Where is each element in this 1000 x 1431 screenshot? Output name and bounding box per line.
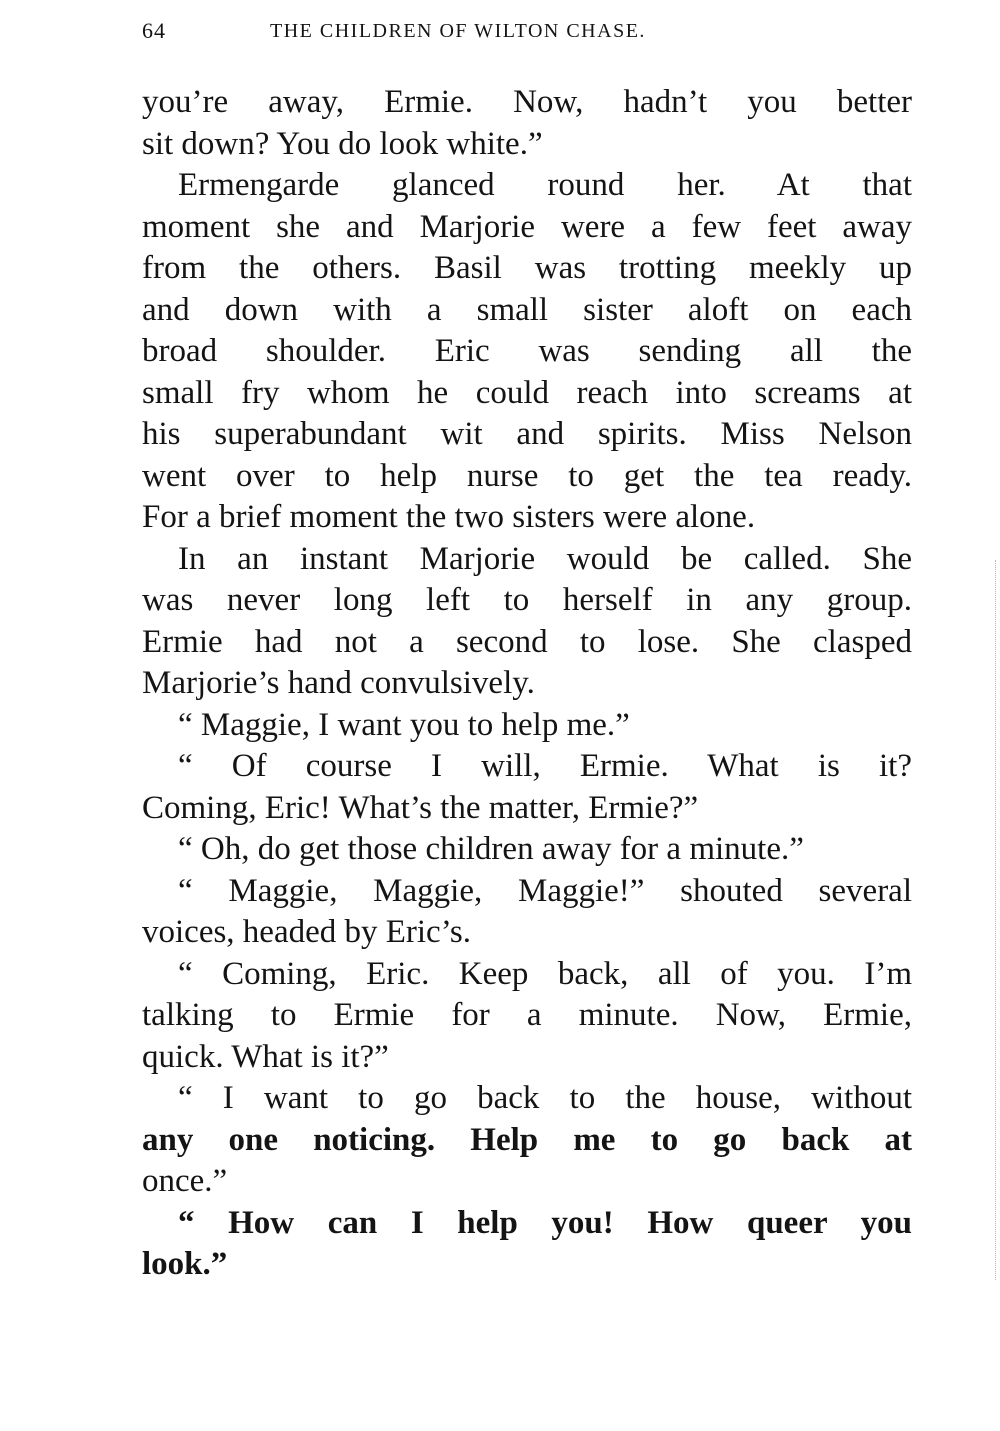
text-line: Ermengarde glanced round her. At that [178, 167, 912, 203]
text-line: look.” [142, 1246, 228, 1282]
text-line: “ I want to go back to the house, without [178, 1080, 912, 1116]
text-line: “ Maggie, I want you to help me.” [178, 706, 630, 743]
text-line: Coming, Eric! What’s the matter, Ermie?” [142, 789, 699, 826]
text-line: his superabundant wit and spirits. Miss Nelson [142, 416, 912, 452]
text-line: “ Of course I will, Ermie. What is it? [178, 748, 912, 784]
body-text [142, 82, 912, 1286]
text-line: Marjorie’s hand convulsively. [142, 665, 535, 701]
text-line: small fry whom he could reach into screams at [142, 374, 912, 411]
text-line: broad shoulder. Eric was sending all the [142, 333, 912, 369]
text-line: Ermie had not a second to lose. She clasped [142, 623, 912, 660]
text-line: “ How can I help you! How queer you [178, 1204, 912, 1241]
text-line: once.” [142, 1163, 228, 1199]
text-line: “ Maggie, Maggie, Maggie!” shouted several [178, 872, 912, 909]
text-line: In an instant Marjorie would be called. She [178, 540, 912, 577]
text-line: and down with a small sister aloft on each [142, 291, 912, 328]
text-line: quick. What is it?” [142, 1038, 389, 1075]
text-line: voices, headed by Eric’s. [142, 914, 471, 950]
running-title: THE CHILDREN OF WILTON CHASE. [270, 20, 646, 42]
text-line: talking to Ermie for a minute. Now, Ermie, [142, 997, 912, 1033]
text-line: “ Coming, Eric. Keep back, all of you. I’m [178, 955, 912, 992]
text-line: any one noticing. Help me to go back at [142, 1121, 912, 1158]
text-line: went over to help nurse to get the tea ready. [142, 457, 912, 494]
text-line: “ Oh, do get those children away for a minute.” [178, 831, 804, 867]
text-line: was never long left to herself in any group. [142, 582, 912, 618]
running-head [142, 18, 792, 52]
text-line: sit down? You do look white.” [142, 125, 543, 162]
text-line: moment she and Marjorie were a few feet away [142, 208, 912, 245]
page-number: 64 [142, 18, 166, 43]
text-line: from the others. Basil was trotting meekly up [142, 250, 912, 286]
text-line: For a brief moment the two sisters were alone. [142, 499, 756, 535]
text-line: you’re away, Ermie. Now, hadn’t you better [142, 84, 912, 120]
page-edge-mark [993, 560, 996, 1280]
